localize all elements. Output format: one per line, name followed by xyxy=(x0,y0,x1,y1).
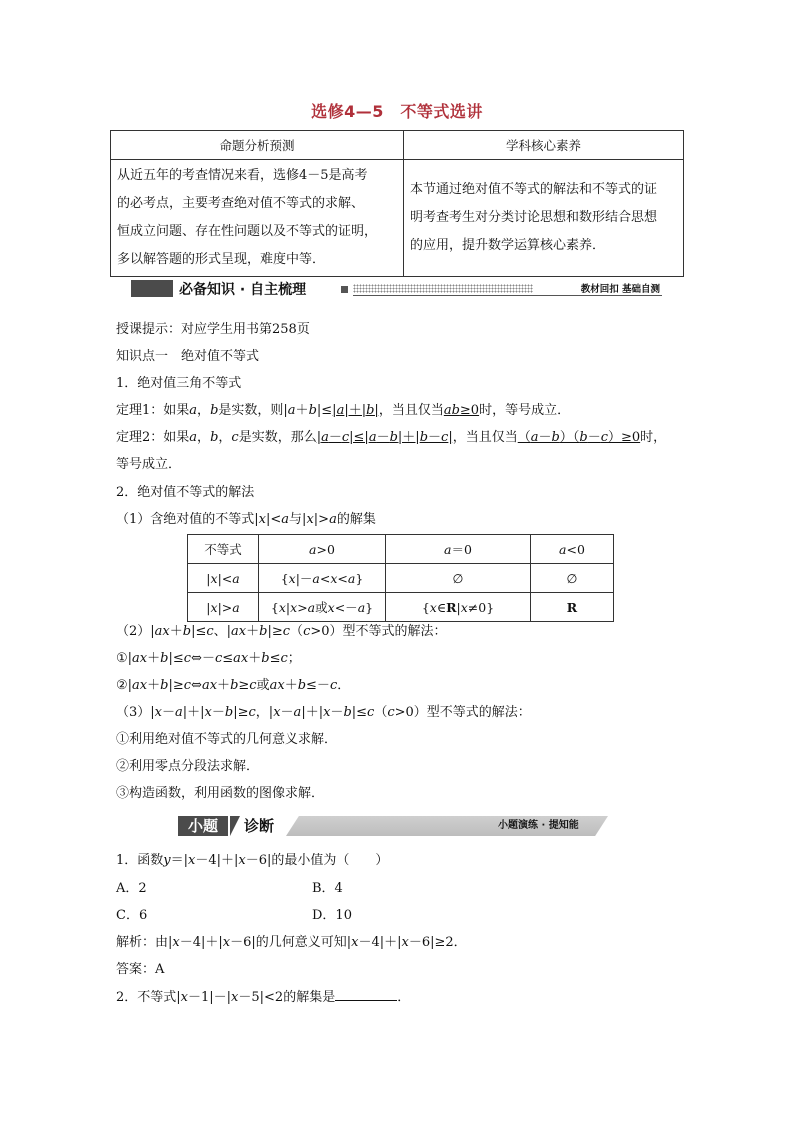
item-3-2: ②利用零点分段法求解． xyxy=(116,759,260,774)
intro-col2-line: 的应用，提升数学运算核心素养． xyxy=(410,238,606,253)
question-1-analysis: 解析：由|x－4|＋|x－6|的几何意义可知|x－4|＋|x－6|≥2． xyxy=(116,935,467,950)
intro-col2-line: 明考查考生对分类讨论思想和数形结合思想 xyxy=(410,210,658,225)
table-cell: {x∈R|x≠0} xyxy=(386,593,531,622)
table-cell: {x|－a<x<a} xyxy=(259,564,386,593)
solution-set-table xyxy=(187,534,614,622)
question-2-stem: 2．不等式|x－1|－|x－5|<2的解集是 ． xyxy=(116,990,411,1005)
theorem-2: 定理2：如果a，b，c是实数，那么|a－c|≤|a－b|＋|b－c|，当且仅当（a－b）（b－c）≥0时， xyxy=(116,430,667,445)
table-header: a＝0 xyxy=(386,535,531,564)
intro-col1-line: 的必考点，主要考查绝对值不等式的求解、 xyxy=(117,196,365,211)
answer-blank[interactable] xyxy=(335,988,397,1001)
intro-table xyxy=(110,130,684,277)
option-c: C．6 xyxy=(116,908,148,923)
item-2: （2）|ax＋b|≤c、|ax＋b|≥c（c>0）型不等式的解法： xyxy=(116,624,447,639)
table-cell: |x|>a xyxy=(188,593,259,622)
banner-square-icon xyxy=(341,286,348,293)
option-a: A．2 xyxy=(116,881,147,896)
intro-col2-line: 本节通过绝对值不等式的解法和不等式的证 xyxy=(410,182,658,197)
table-cell: |x|<a xyxy=(188,564,259,593)
item-3-3: ③构造函数，利用函数的图像求解． xyxy=(116,786,325,801)
table-header: a<0 xyxy=(531,535,614,564)
item-2-1: ①|ax＋b|≤c⇔－c≤ax＋b≤c； xyxy=(116,651,301,666)
option-b: B．4 xyxy=(312,881,343,896)
intro-col1-line: 从近五年的考查情况来看，选修4－5是高考 xyxy=(117,168,368,183)
table-cell: {x|x>a或x<－a} xyxy=(259,593,386,622)
table-cell: ∅ xyxy=(386,564,531,593)
item-1: （1）含绝对值的不等式|x|<a与|x|>a的解集 xyxy=(116,512,376,527)
banner-quiz-title: 诊断 xyxy=(244,817,275,835)
banner-rule xyxy=(353,295,662,296)
subheading-triangle-inequality: 1．绝对值三角不等式 xyxy=(116,376,242,391)
theorem-1: 定理1：如果a，b是实数，则|a＋b|≤|a|＋|b|，当且仅当ab≥0时，等号成立． xyxy=(116,403,571,418)
banner-quiz-label: 小题 xyxy=(178,816,228,836)
banner-quiz-right: 小题演练 · 提知能 xyxy=(498,820,579,831)
banner-right-label: 教材回扣 基础自测 xyxy=(580,284,660,295)
teaching-hint: 授课提示：对应学生用书第258页 xyxy=(116,322,310,337)
item-2-2: ②|ax＋b|≥c⇔ax＋b≥c或ax＋b≤－c． xyxy=(116,678,351,693)
table-cell: ∅ xyxy=(531,564,614,593)
intro-col1-line: 恒成立问题、存在性问题以及不等式的证明， xyxy=(117,224,378,239)
banner-block xyxy=(131,280,173,297)
item-3: （3）|x－a|＋|x－b|≥c，|x－a|＋|x－b|≤c（c>0）型不等式的解法： xyxy=(116,705,531,720)
knowledge-point-heading: 知识点一 绝对值不等式 xyxy=(116,349,260,364)
banner-quiz-wedge xyxy=(230,816,240,836)
intro-col1-cell xyxy=(111,160,404,277)
page-title: 选修4—5 不等式选讲 xyxy=(311,102,483,121)
intro-col1-line: 多以解答题的形式呈现，难度中等． xyxy=(117,252,326,267)
banner-label: 必备知识 · 自主梳理 xyxy=(179,282,307,298)
table-cell: R xyxy=(531,593,614,622)
subheading-solving: 2．绝对值不等式的解法 xyxy=(116,485,255,500)
banner-dots xyxy=(353,284,533,293)
intro-col1-header: 命题分析预测 xyxy=(111,131,404,160)
table-header: 不等式 xyxy=(188,535,259,564)
question-1-answer: 答案：A xyxy=(116,962,165,977)
section-banner-quiz xyxy=(178,816,618,836)
option-d: D．10 xyxy=(312,908,352,923)
question-1-stem: 1．函数y＝|x－4|＋|x－6|的最小值为（ ） xyxy=(116,853,389,868)
section-banner-knowledge xyxy=(131,280,662,297)
intro-col2-header: 学科核心素养 xyxy=(404,131,684,160)
intro-col2-cell xyxy=(404,160,684,277)
table-header: a>0 xyxy=(259,535,386,564)
theorem-2-cont: 等号成立． xyxy=(116,457,182,472)
item-3-1: ①利用绝对值不等式的几何意义求解． xyxy=(116,732,338,747)
